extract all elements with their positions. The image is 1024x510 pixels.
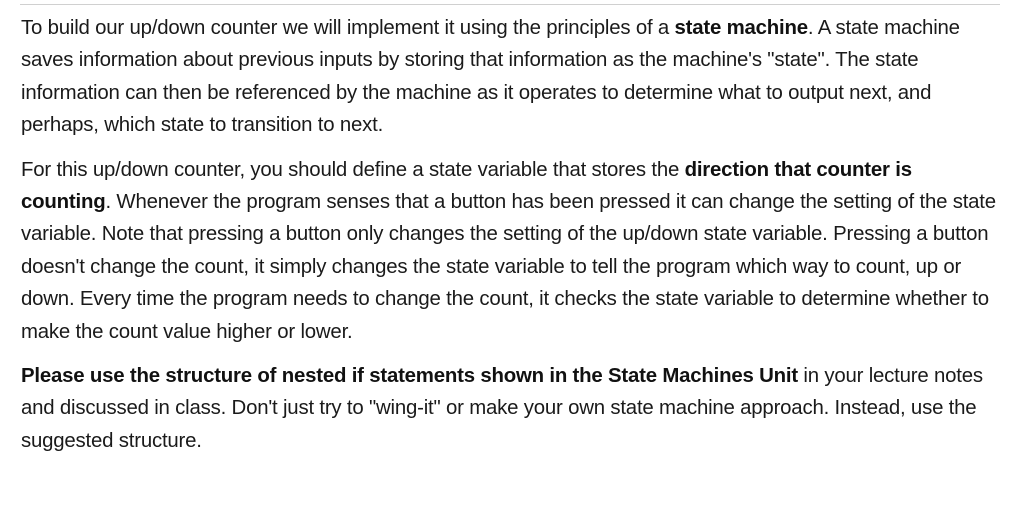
- paragraph-state-machine-intro: [21, 12, 996, 142]
- text-span: For this up/down counter, you should define a state variable that stores the: [21, 158, 685, 181]
- text-span: To build our up/down counter we will implement it using the principles of a: [21, 17, 675, 39]
- paragraph-state-variable: [21, 154, 996, 348]
- assignment-text: [21, 12, 996, 469]
- bold-term-state-machine: state machine: [674, 17, 808, 39]
- bold-instruction: Please use the structure of nested if statements shown in the State Machines Unit: [21, 365, 798, 388]
- text-span: . Whenever the program senses that a button has been pressed it can change the setting of the state variable. Note that pressing a button only changes the setting of the up/down state variable. Pressing a button doesn't change the count, it simply changes the state variable to tell the program which way to count, up or down. Every time the program needs to change the count, it checks the state variable to determine whether to make the count value higher or lower.: [21, 191, 996, 343]
- text-span: in your lecture notes and discussed in class. Don't just try to "wing-it" or make your own state machine approach. Instead, use the suggested structure.: [21, 365, 983, 452]
- text-span: . A state machine saves information about previous inputs by storing that information as the machine's "state". The state information can then be referenced by the machine as it operates to determine what to output next, and perhaps, which state to transition to next.: [21, 17, 960, 137]
- paragraph-instructions: [21, 360, 996, 457]
- top-divider: [20, 4, 1000, 5]
- bold-term-direction: direction that counter is counting: [21, 158, 912, 214]
